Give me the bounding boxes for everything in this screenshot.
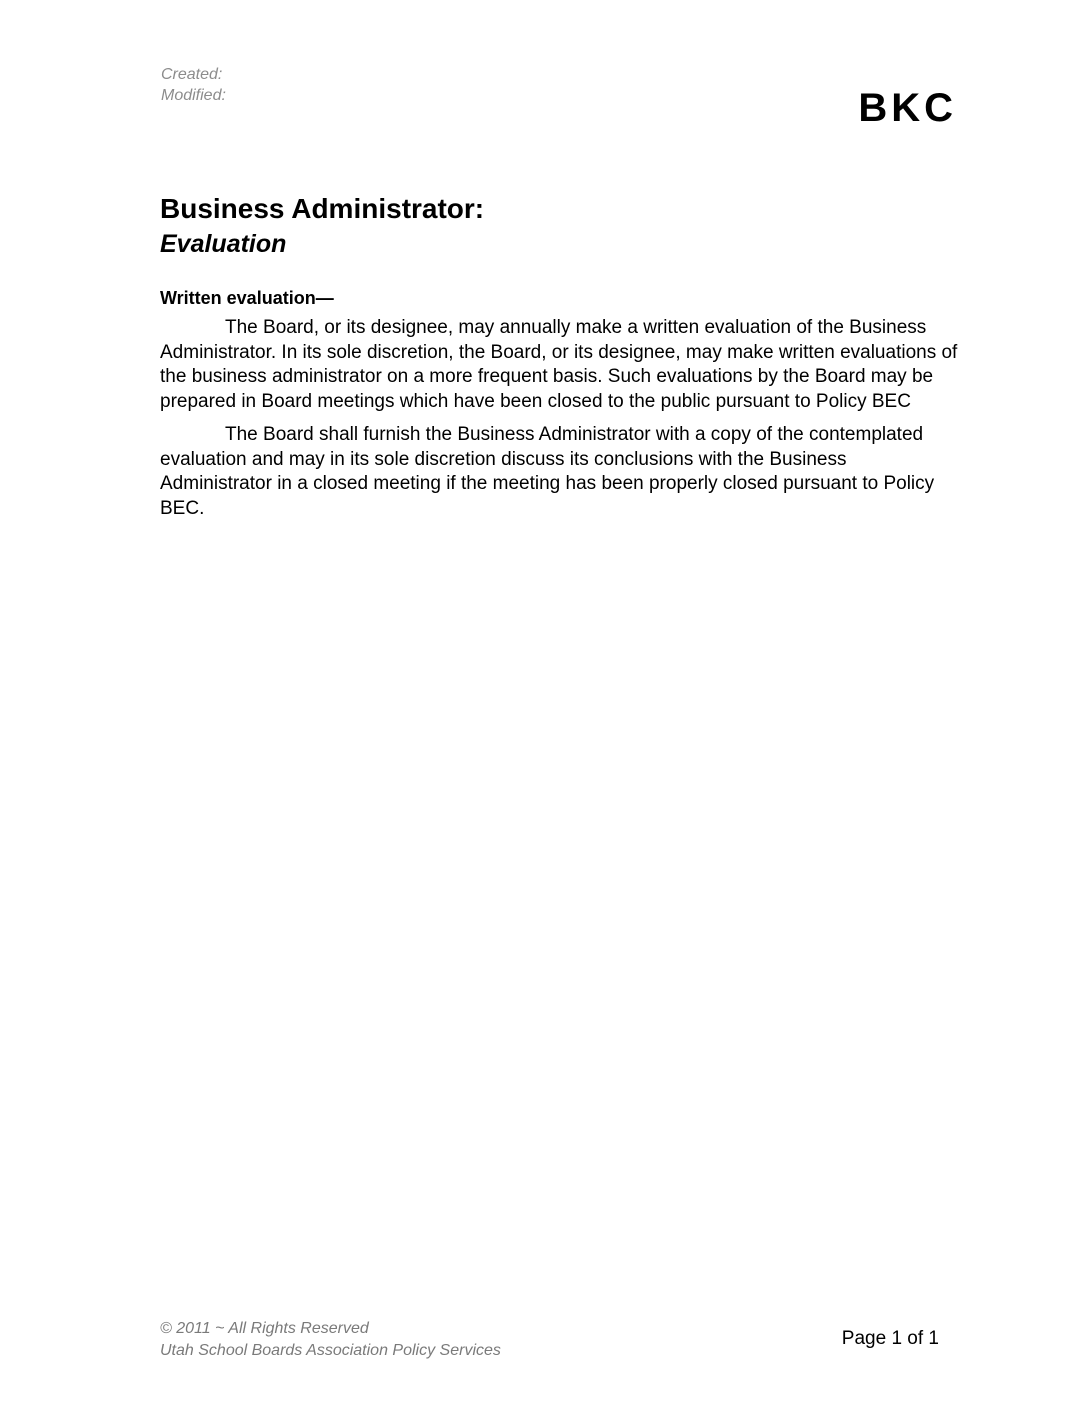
footer-organization: Utah School Boards Association Policy Services (160, 1342, 501, 1359)
body-paragraph-1: The Board, or its designee, may annually make a written evaluation of the Business Administrator. In its sole discretion, the Board, or its designee, may make written evaluations of the business administrator on a more frequent basis. Such evaluations by the Board may be prepared in Board meetings which have been closed to the public pursuant to Policy BEC (160, 317, 958, 412)
modified-label: Modified: (161, 87, 226, 104)
document-metadata (161, 64, 226, 106)
footer-copyright-block (160, 1318, 501, 1362)
created-label: Created: (161, 66, 223, 83)
section-heading: Written evaluation— (160, 288, 334, 308)
page-number: Page 1 of 1 (841, 1328, 939, 1349)
footer-copyright: © 2011 ~ All Rights Reserved (160, 1320, 369, 1337)
document-body (160, 316, 960, 530)
body-paragraph-2: The Board shall furnish the Business Administrator with a copy of the contemplated evaluation and may in its sole discretion discuss its conclusions with the Business Administrator in a closed meeting if the meeting has been properly closed pursuant to Policy BEC. (160, 424, 935, 519)
policy-code: BKC (858, 86, 957, 130)
document-subtitle: Evaluation (160, 230, 287, 258)
document-title: Business Administrator: (160, 193, 485, 224)
